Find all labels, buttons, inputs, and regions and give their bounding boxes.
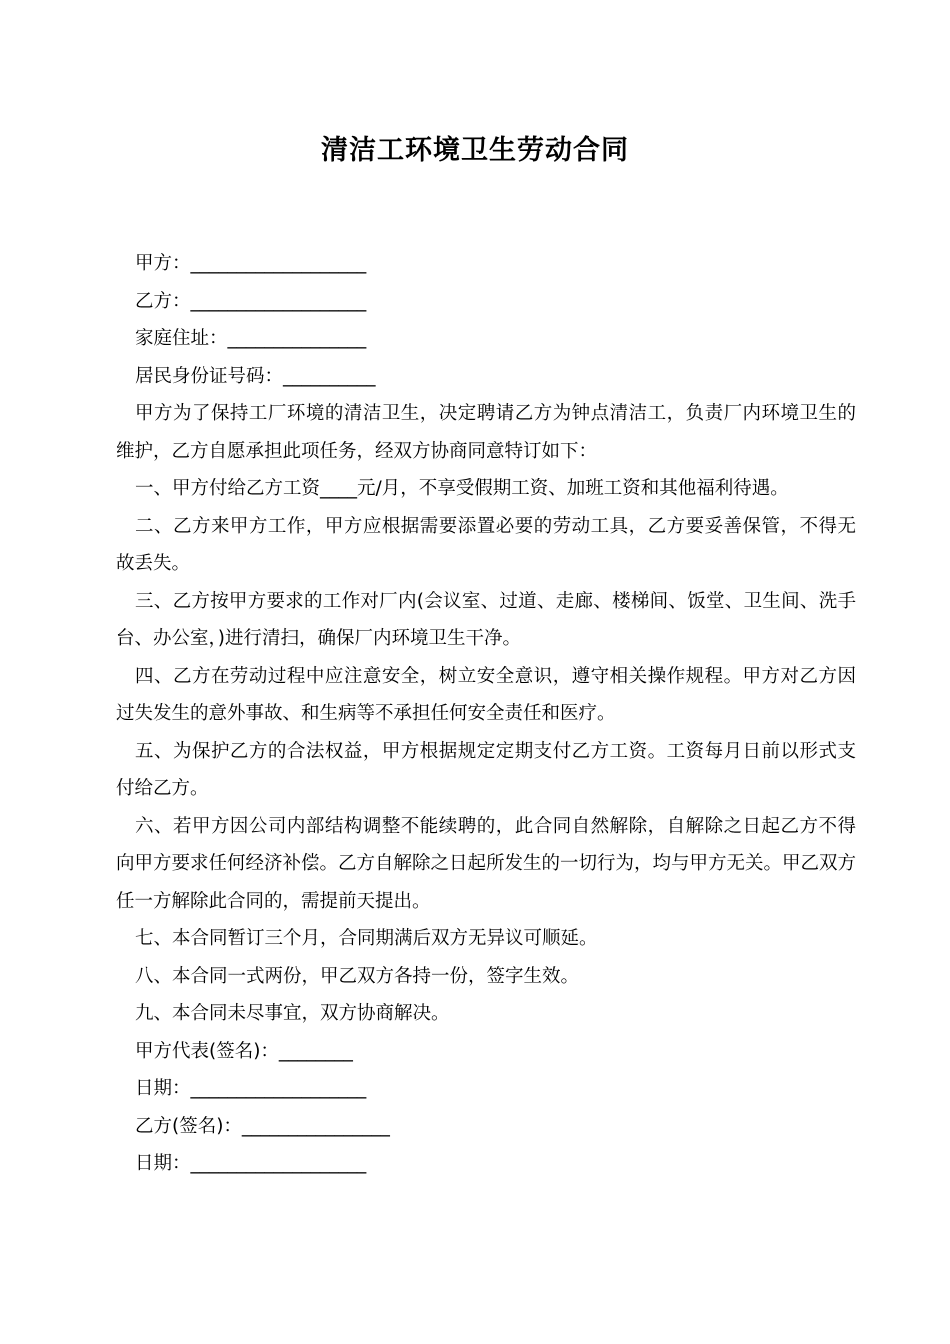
clause-9: 九、本合同未尽事宜，双方协商解决。 xyxy=(135,1003,450,1024)
intro-paragraph: 甲方为了保持工厂环境的清洁卫生，决定聘请乙方为钟点清洁工，负责厂内环境卫生的维护，乙方自愿承担此项任务，经双方协商同意特订如下： xyxy=(116,403,856,462)
contract-body xyxy=(116,245,856,1183)
document-title: 清洁工环境卫生劳动合同 xyxy=(321,135,629,166)
id-number-field: 居民身份证号码：__________ xyxy=(135,365,376,387)
party-b-field: 乙方：___________________ xyxy=(135,290,367,312)
clause-8: 八、本合同一式两份，甲乙双方各持一份，签字生效。 xyxy=(135,965,580,987)
clause-6: 六、若甲方因公司内部结构调整不能续聘的，此合同自然解除，自解除之日起乙方不得向甲方要求任何经济补偿。乙方自解除之日起所发生的一切行为，均与甲方无关。甲乙双方任一方解除此合同的，需提前天提出。 xyxy=(116,815,857,912)
clause-5: 五、为保护乙方的合法权益，甲方根据规定定期支付乙方工资。工资每月日前以形式支付给乙方。 xyxy=(116,740,856,799)
clause-7: 七、本合同暂订三个月，合同期满后双方无异议可顺延。 xyxy=(135,928,598,949)
party-a-field: 甲方：___________________ xyxy=(135,253,367,274)
party-a-signature-field: 甲方代表(签名)：________ xyxy=(135,1040,353,1062)
party-b-signature-field: 乙方(签名)：________________ xyxy=(135,1115,390,1137)
home-address-field: 家庭住址：_______________ xyxy=(135,328,367,349)
clause-3: 三、乙方按甲方要求的工作对厂内(会议室、过道、走廊、楼梯间、饭堂、卫生间、洗手台、办公室，)进行清扫，确保厂内环境卫生干净。 xyxy=(116,590,856,649)
clause-2: 二、乙方来甲方工作，甲方应根据需要添置必要的劳动工具，乙方要妥善保管，不得无故丢失。 xyxy=(116,515,856,574)
party-b-date-field: 日期：___________________ xyxy=(135,1153,367,1174)
clause-4: 四、乙方在劳动过程中应注意安全，树立安全意识，遵守相关操作规程。甲方对乙方因过失发生的意外事故、和生病等不承担任何安全责任和医疗。 xyxy=(116,665,856,724)
party-a-date-field: 日期：___________________ xyxy=(135,1078,367,1099)
clause-1: 一、甲方付给乙方工资____元/月，不享受假期工资、加班工资和其他福利待遇。 xyxy=(135,478,789,499)
